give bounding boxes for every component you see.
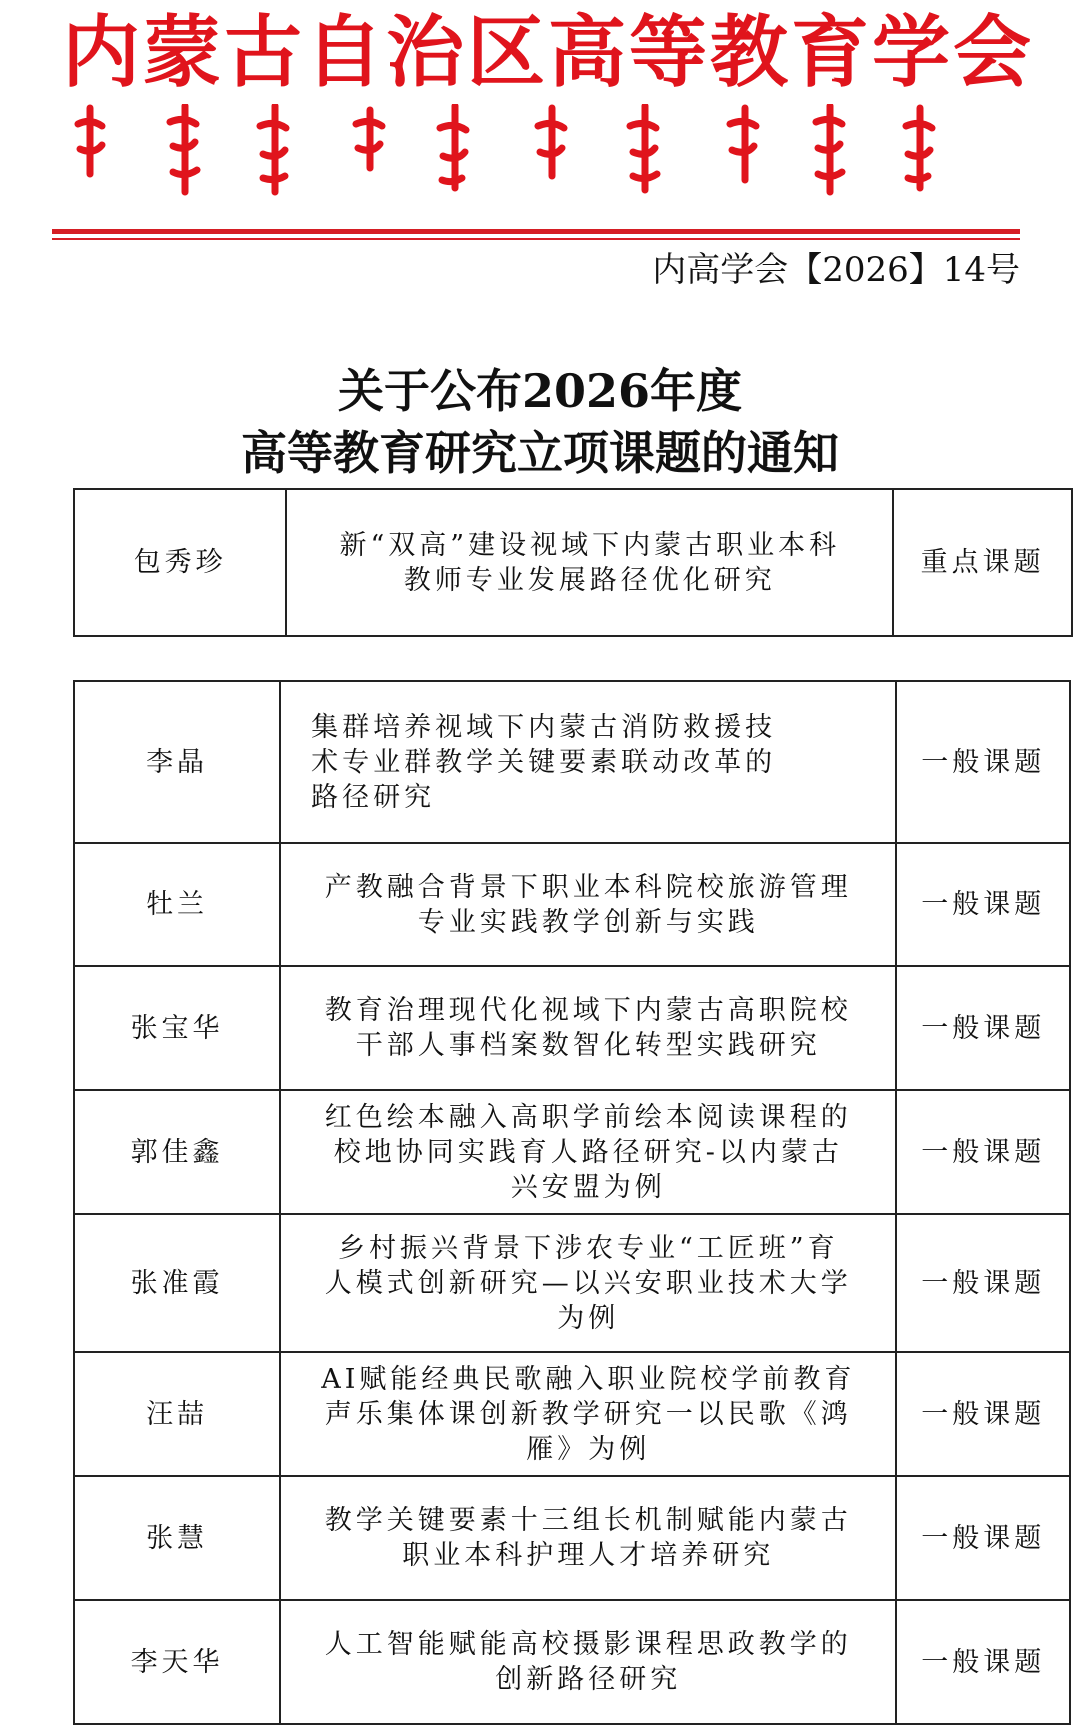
project-title-line: 为例	[557, 1302, 620, 1334]
project-title	[280, 1214, 896, 1352]
project-title-line: 产教融合背景下职业本科院校旅游管理	[324, 871, 852, 903]
project-title-line: 职业本科护理人才培养研究	[402, 1540, 775, 1571]
table-row	[74, 1090, 1070, 1214]
project-title	[280, 843, 896, 966]
table-row	[74, 843, 1070, 966]
mongol-word-10	[906, 108, 932, 188]
project-title	[280, 681, 896, 843]
general-project-table	[73, 680, 1071, 1725]
notice-title-line-1: 关于公布2026年度	[337, 364, 743, 418]
project-title	[280, 1090, 896, 1214]
mongol-word-9	[816, 106, 842, 192]
mongolian-script-org-name	[70, 104, 1000, 196]
project-title-line: 人工智能赋能高校摄影课程思政教学的	[324, 1629, 852, 1660]
project-level: 重点课题	[893, 489, 1072, 636]
mongol-word-3	[260, 106, 286, 192]
project-title-line: 红色绘本融入高职学前绘本阅读课程的	[324, 1101, 852, 1133]
project-leader: 牡兰	[74, 843, 280, 966]
project-title-line: 教育治理现代化视域下内蒙古高职院校	[324, 995, 852, 1026]
project-leader: 张准霞	[74, 1214, 280, 1352]
mongol-word-5	[440, 106, 466, 188]
project-level: 一般课题	[896, 681, 1070, 843]
table-row	[74, 1352, 1070, 1476]
document-number: 内高学会【2026】14号	[652, 250, 1020, 290]
mongolian-script-glyphs	[70, 104, 1000, 196]
mongol-word-7	[630, 106, 657, 190]
project-leader: 李天华	[74, 1600, 280, 1724]
mongol-word-6	[538, 108, 564, 176]
table-row	[74, 1600, 1070, 1724]
project-title-line: 雁》为例	[526, 1433, 651, 1465]
project-title	[280, 1476, 896, 1600]
project-title-line: 教学关键要素十三组长机制赋能内蒙古	[324, 1505, 852, 1536]
project-title-line: 人模式创新研究—以兴安职业技术大学	[324, 1267, 852, 1299]
table-row	[74, 1476, 1070, 1600]
project-title	[280, 966, 896, 1090]
project-title	[280, 1600, 896, 1724]
project-title-line: 创新路径研究	[495, 1664, 682, 1695]
header-rule-thick	[52, 229, 1020, 234]
project-leader: 张慧	[74, 1476, 280, 1600]
notice-title-line-2: 高等教育研究立项课题的通知	[241, 426, 839, 480]
table-row	[74, 966, 1070, 1090]
project-title-line: 路径研究	[311, 781, 436, 813]
project-leader: 李晶	[74, 681, 280, 843]
project-title-line: 术专业群教学关键要素联动改革的	[311, 746, 777, 778]
project-level: 一般课题	[896, 1214, 1070, 1352]
mongol-word-1	[78, 108, 102, 174]
project-level: 一般课题	[896, 1352, 1070, 1476]
mongol-word-8	[730, 108, 756, 180]
project-title-line: 专业实践教学创新与实践	[417, 906, 759, 938]
project-level: 一般课题	[896, 966, 1070, 1090]
project-leader: 张宝华	[74, 966, 280, 1090]
table-row	[74, 489, 1072, 636]
project-level: 一般课题	[896, 1090, 1070, 1214]
project-title-line: 教师专业发展路径优化研究	[403, 564, 776, 596]
project-leader: 汪喆	[74, 1352, 280, 1476]
project-title-line: 新“双高”建设视域下内蒙古职业本科	[339, 529, 841, 561]
project-title-line: 乡村振兴背景下涉农专业“工匠班”育	[337, 1232, 839, 1264]
organization-name: 内蒙古自治区高等教育学会	[62, 7, 1035, 98]
project-title	[280, 1352, 896, 1476]
project-leader: 包秀珍	[74, 489, 286, 636]
project-title-line: 干部人事档案数智化转型实践研究	[355, 1030, 821, 1061]
project-title	[286, 489, 893, 636]
project-title-line: 兴安盟为例	[510, 1171, 666, 1203]
project-level: 一般课题	[896, 843, 1070, 966]
project-leader: 郭佳鑫	[74, 1090, 280, 1214]
mongol-word-4	[356, 110, 382, 168]
mongol-word-2	[170, 106, 197, 192]
project-title-line: 集群培养视域下内蒙古消防救援技	[311, 711, 777, 743]
project-title-line: 校地协同实践育人路径研究-以内蒙古	[333, 1136, 843, 1168]
project-level: 一般课题	[896, 1476, 1070, 1600]
project-title-line: 声乐集体课创新教学研究一以民歌《鸿	[324, 1398, 852, 1430]
key-project-table	[73, 488, 1073, 637]
project-level: 一般课题	[896, 1600, 1070, 1724]
table-row	[74, 681, 1070, 843]
project-title-line: AI赋能经典民歌融入职业院校学前教育	[321, 1363, 856, 1395]
table-row	[74, 1214, 1070, 1352]
header-rule-thin	[52, 238, 1020, 240]
